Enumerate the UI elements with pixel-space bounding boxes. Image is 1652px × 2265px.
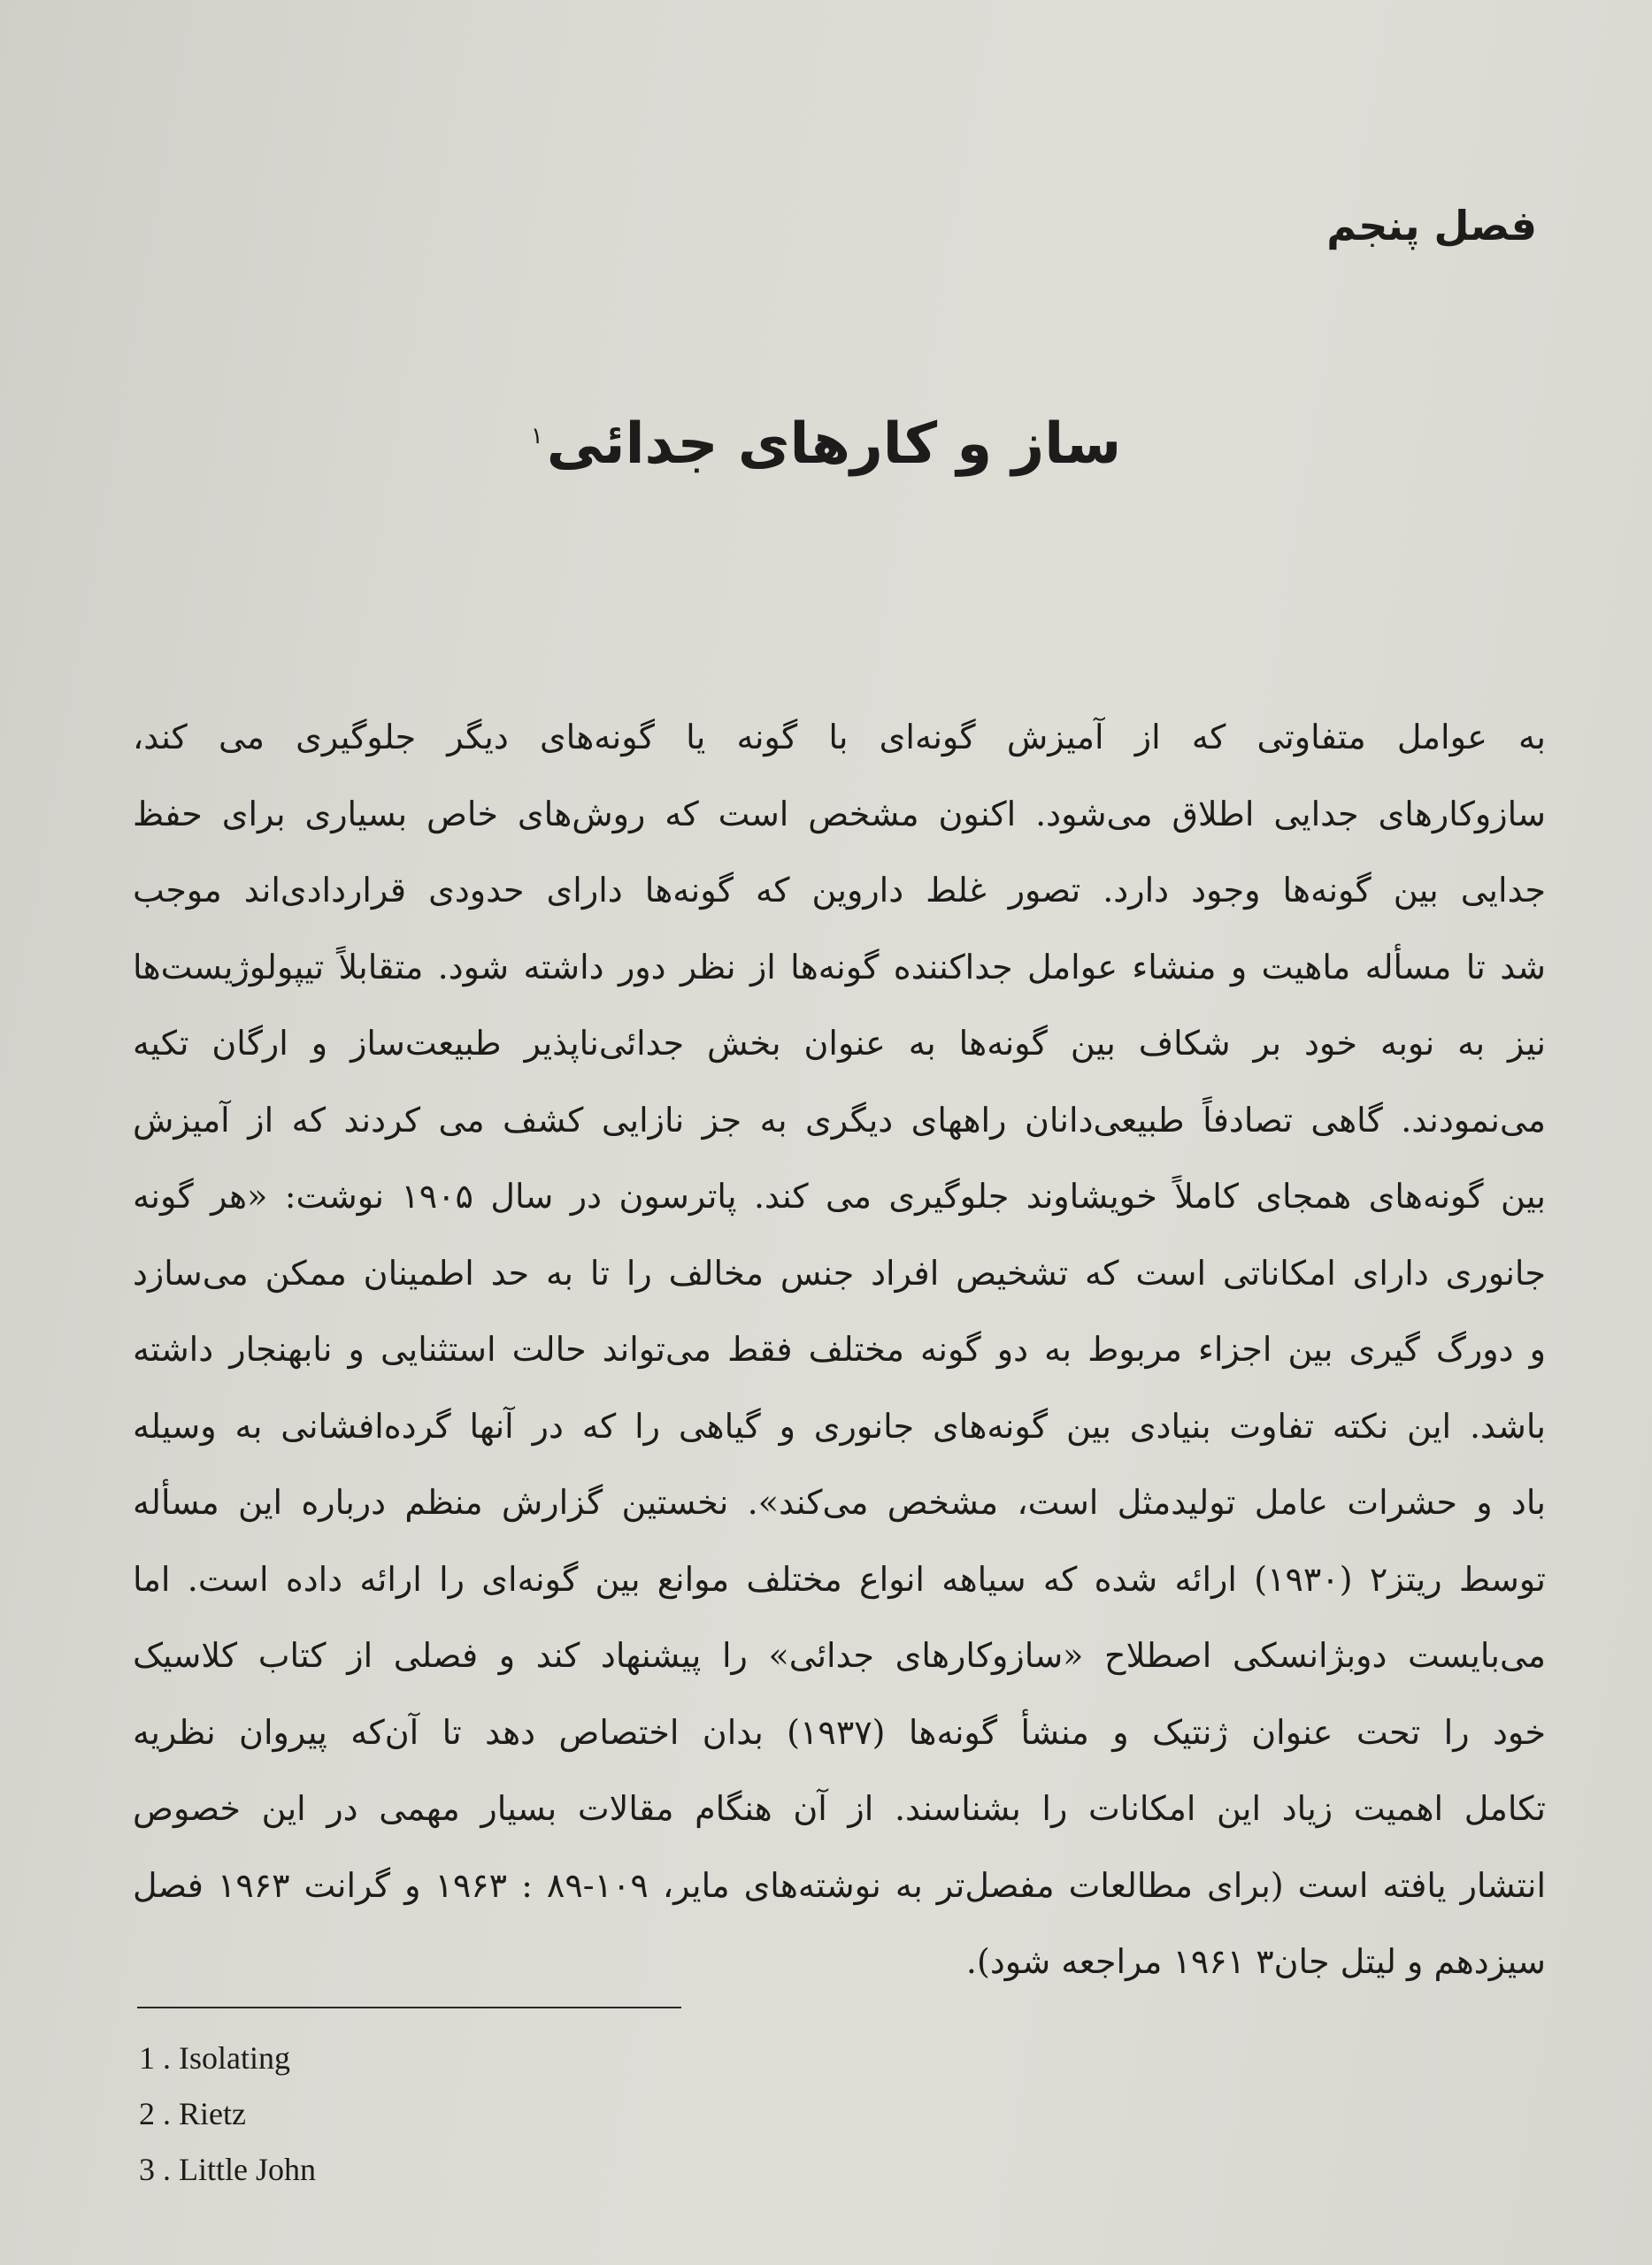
- footnote-2: 2 . Rietz: [139, 2096, 246, 2131]
- body-line: خود را تحت عنوان ژنتیک و منشأ گونه‌ها (۱۹۳۷) بدان اختصاص دهد تا آن‌که پیروان نظریه: [133, 1712, 1546, 1752]
- footnote-3: 3 . Little John: [139, 2152, 316, 2187]
- chapter-title-text: ساز و کارهای جدائی: [546, 411, 1122, 477]
- footnotes: [139, 2031, 316, 2198]
- body-line: بین گونه‌های همجای کاملاً خویشاوند جلوگیری می کند. پاترسون در سال ۱۹۰۵ نوشت: «هر گونه: [133, 1177, 1546, 1216]
- body-line: می‌نمودند. گاهی تصادفاً طبیعی‌دانان راههای دیگری به جز نازایی کشف می کردند که از آمیزش: [133, 1100, 1546, 1140]
- body-paragraph: [133, 699, 1546, 2000]
- footnote-1: 1 . Isolating: [139, 2040, 290, 2076]
- body-line: می‌بایست دوبژانسکی اصطلاح «سازوکارهای جدائی» را پیشنهاد کند و فصلی از کتاب کلاسیک: [133, 1636, 1546, 1675]
- body-line: تکامل اهمیت زیاد این امکانات را بشناسند. از آن هنگام مقالات بسیار مهمی در این خصوص: [133, 1789, 1546, 1828]
- body-line: جدایی بین گونه‌ها وجود دارد. تصور غلط داروین که گونه‌ها دارای حدودی قراردادی‌اند موجب: [133, 871, 1546, 910]
- chapter-label: فصل پنجم: [1326, 202, 1537, 250]
- body-line: انتشار یافته است (برای مطالعات مفصل‌تر به نوشته‌های مایر، ۱۰۹-۸۹ : ۱۹۶۳ و گرانت ۱۹۶۳ فصل: [133, 1865, 1546, 1905]
- footnote-divider: [137, 2007, 681, 2008]
- chapter-title: [0, 411, 1652, 477]
- body-line: توسط ریتز۲ (۱۹۳۰) ارائه شده که سیاهه انواع مختلف موانع بین گونه‌ای را ارائه داده است. اما: [133, 1559, 1546, 1599]
- body-line: باد و حشرات عامل تولیدمثل است، مشخص می‌کند». نخستین گزارش منظم درباره این مسأله: [133, 1483, 1546, 1522]
- body-line: نیز به نوبه خود بر شکاف بین گونه‌ها به عنوان بخش جدائی‌ناپذیر طبیعت‌ساز و ارگان تکیه: [133, 1024, 1546, 1063]
- body-line: جانوری دارای امکاناتی است که تشخیص افراد جنس مخالف را تا به حد اطمینان ممکن می‌سازد: [133, 1253, 1546, 1293]
- body-line: سیزدهم و لیتل جان۳ ۱۹۶۱ مراجعه شود).: [965, 1942, 1546, 1981]
- footnote-mark: ۱: [530, 422, 543, 449]
- body-line: و دورگ گیری بین اجزاء مربوط به دو گونه مختلف فقط می‌تواند حالت استثنایی و نابهنجار داشته: [133, 1330, 1546, 1369]
- body-line: شد تا مسأله ماهیت و منشاء عوامل جداکننده گونه‌ها از نظر دور داشته شود. متقابلاً تیپولوژیست‌ها: [133, 947, 1546, 987]
- body-line: باشد. این نکته تفاوت بنیادی بین گونه‌های جانوری و گیاهی را که در آنها گرده‌افشانی به وسیله: [133, 1406, 1546, 1446]
- body-line: سازوکارهای جدایی اطلاق می‌شود. اکنون مشخص است که روش‌های خاص بسیاری برای حفظ: [133, 794, 1546, 833]
- body-line: به عوامل متفاوتی که از آمیزش گونه‌ای با گونه یا گونه‌های دیگر جلوگیری می کند،: [133, 718, 1546, 756]
